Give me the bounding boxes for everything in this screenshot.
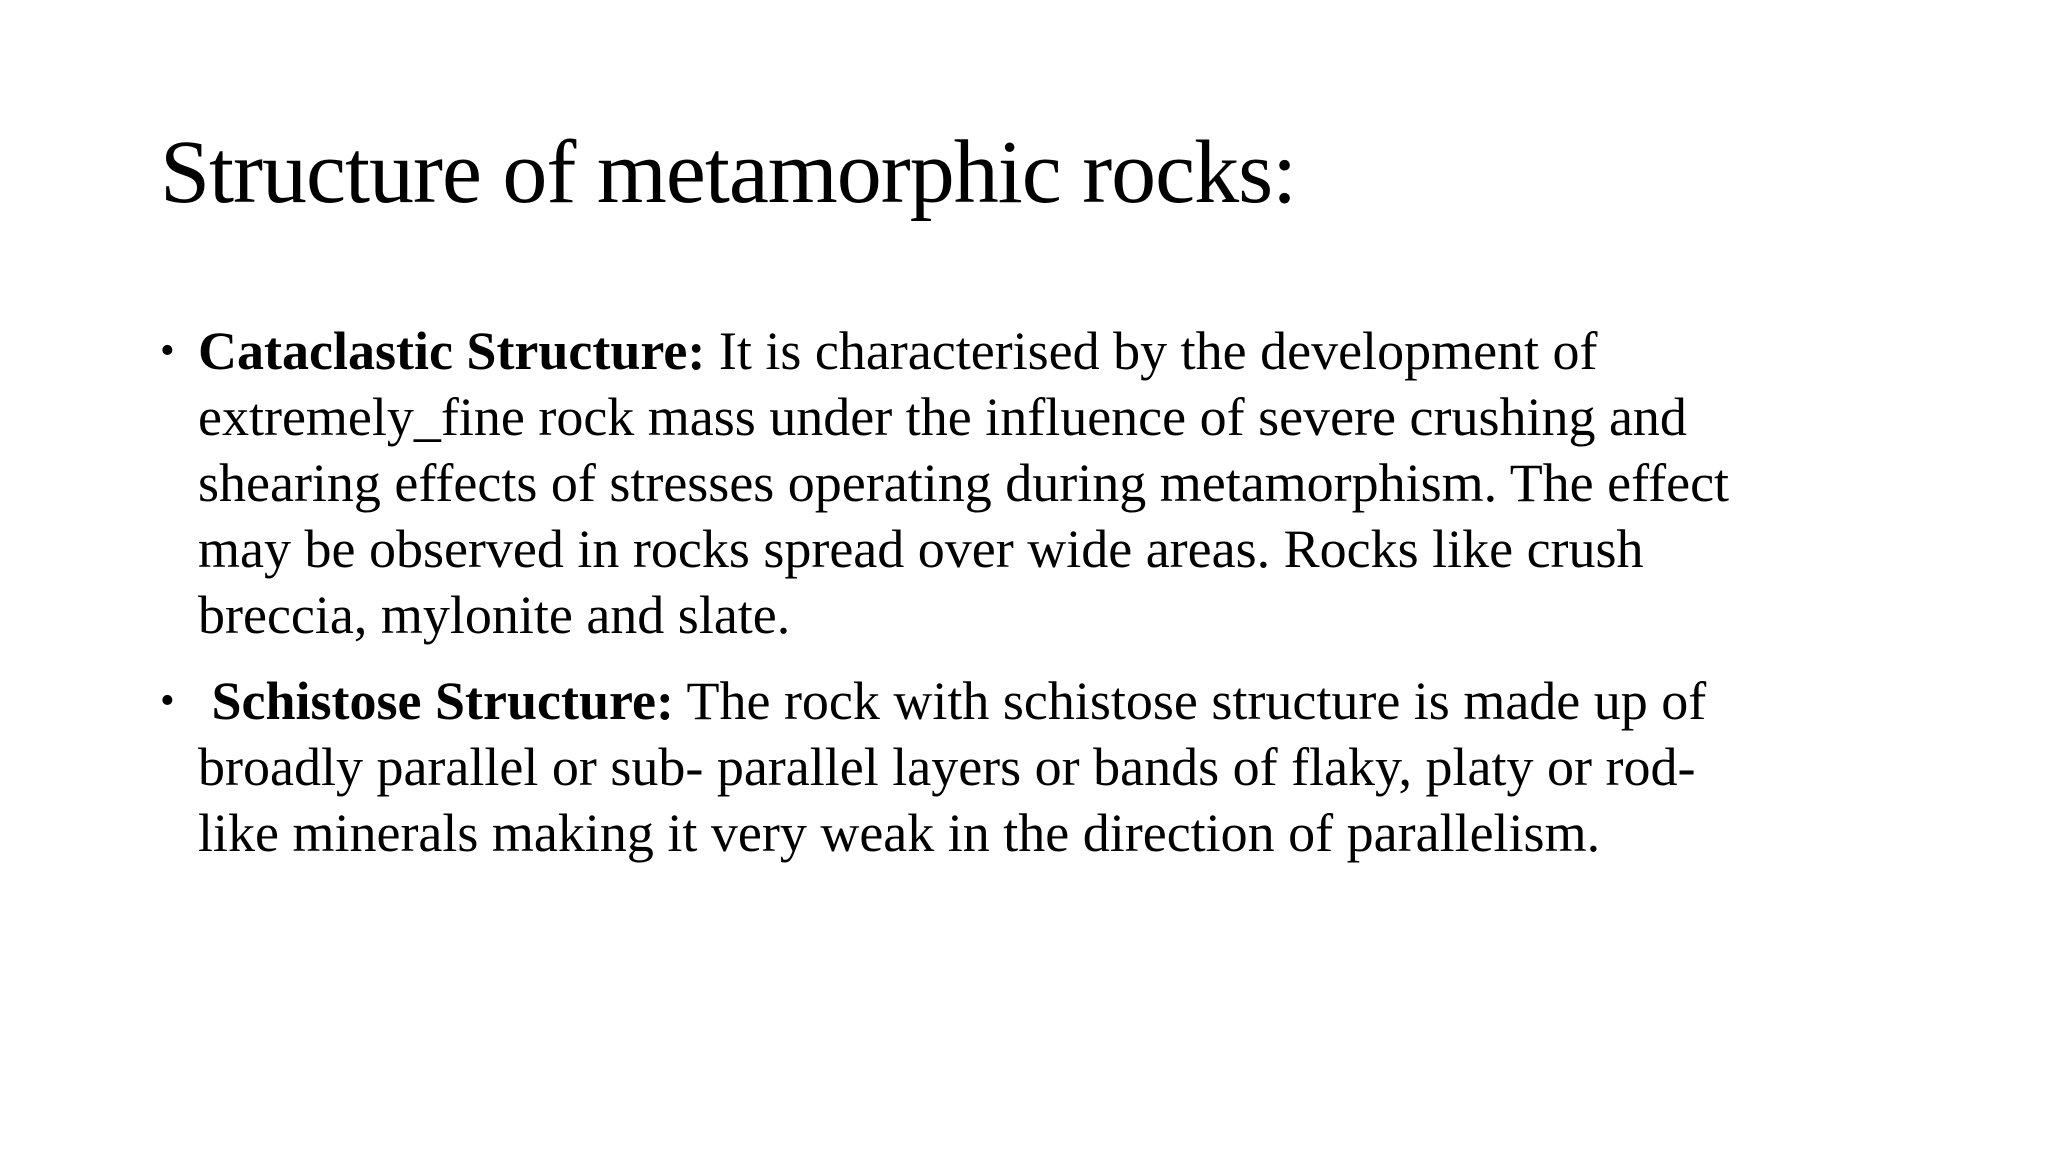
bullet-dot-icon: • bbox=[160, 678, 175, 724]
slide-title: Structure of metamorphic rocks: bbox=[160, 123, 1297, 222]
bullet-cataclastic-structure bbox=[160, 318, 1920, 648]
bullet-term: Cataclastic Structure: bbox=[198, 321, 706, 381]
bullet-line bbox=[198, 318, 1920, 384]
bullet-line bbox=[198, 668, 1920, 734]
bullet-term: Schistose Structure: bbox=[198, 671, 674, 731]
bullet-line: broadly parallel or sub- parallel layers or bands of flaky, platy or rod- bbox=[198, 737, 1696, 797]
bullet-line: shearing effects of stresses operating during metamorphism. The effect bbox=[198, 453, 1730, 513]
bullet-dot-icon: • bbox=[160, 328, 175, 374]
bullet-line: like minerals making it very weak in the direction of parallelism. bbox=[198, 803, 1601, 863]
bullet-line: extremely_fine rock mass under the influence of severe crushing and bbox=[198, 387, 1687, 447]
bullet-list bbox=[160, 318, 1920, 886]
bullet-text: The rock with schistose structure is made up of bbox=[673, 671, 1707, 731]
bullet-text: It is characterised by the development of bbox=[705, 321, 1598, 381]
bullet-schistose-structure bbox=[160, 668, 1920, 866]
bullet-line: breccia, mylonite and slate. bbox=[198, 585, 791, 645]
bullet-line: may be observed in rocks spread over wide areas. Rocks like crush bbox=[198, 519, 1644, 579]
